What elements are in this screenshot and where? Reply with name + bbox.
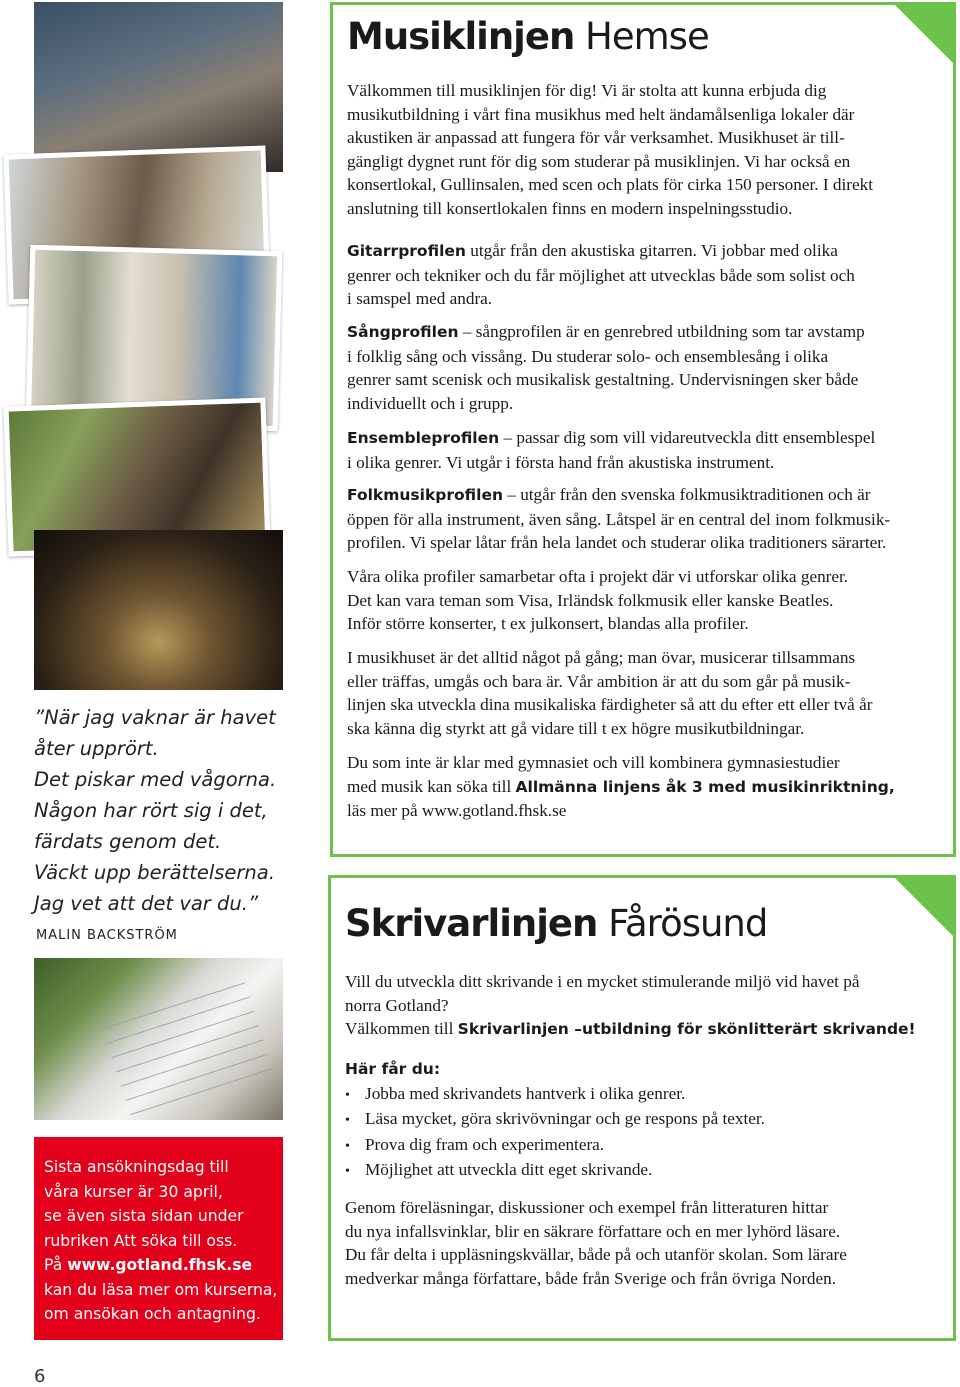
text-line: i olika genrer. Vi utgår i första hand från akustiska instrument.	[347, 452, 775, 472]
list-item-text: Möjlighet att utveckla ditt eget skrivande.	[365, 1160, 653, 1180]
poem-line: Väckt upp berättelserna.	[34, 861, 275, 884]
deadline-line: se även sista sidan under	[44, 1207, 244, 1225]
profile-name: Ensembleprofilen	[347, 429, 500, 447]
list-item	[345, 1082, 945, 1108]
gitarr-section	[347, 239, 947, 311]
concert-photo	[34, 530, 283, 690]
text-line: med musik kan söka till	[347, 776, 516, 796]
notebook-photo	[34, 958, 283, 1120]
poem-line: ”När jag vaknar är havet	[34, 706, 276, 729]
profile-name: Sångprofilen	[347, 323, 459, 341]
text-line: konsertlokal, Gullinsalen, med scen och plats för cirka 150 personer. I direkt	[347, 175, 873, 195]
bullet-icon: •	[345, 1087, 350, 1103]
skrivarlinjen-box	[328, 875, 956, 1341]
title-light: Fårösund	[597, 902, 768, 945]
title-light: Hemse	[574, 15, 709, 58]
highlight-text: Allmänna linjens åk 3 med musikinriktning,	[515, 777, 895, 796]
text-line: öppen för alla instrument, även sång. Låtspel är en central del inom folkmusik-	[347, 509, 891, 529]
text-line: individuellt och i grupp.	[347, 393, 514, 413]
text-line: Inför större konserter, t ex julkonsert, blandas alla profiler.	[347, 614, 749, 634]
bullet-icon: •	[345, 1164, 350, 1180]
har-far-du-section	[345, 1058, 945, 1184]
section-heading: Här får du:	[345, 1060, 441, 1078]
profile-name: Folkmusikprofilen	[347, 486, 503, 504]
corner-tab	[892, 2, 956, 66]
samarbete-section	[347, 565, 947, 636]
title-bold: Skrivarlinjen	[345, 902, 598, 945]
gymnasie-section	[347, 751, 947, 823]
deadline-line: Sista ansökningsdag till	[44, 1158, 229, 1176]
poem-line: Jag vet att det var du.”	[34, 892, 259, 915]
deadline-line: kan du läsa mer om kurserna,	[44, 1280, 278, 1299]
poem-line: åter upprört.	[34, 737, 159, 760]
list-item	[345, 1107, 945, 1133]
website-link[interactable]: läs mer på www.gotland.fhsk.se	[347, 801, 567, 821]
list-item-text: Jobba med skrivandets hantverk i olika genrer.	[365, 1083, 686, 1103]
text-line: norra Gotland?	[345, 995, 449, 1015]
text-line: ska känna dig styrkt att gå vidare till t ex högre musikutbildningar.	[347, 718, 805, 738]
poem-line: färdats genom det.	[34, 830, 222, 853]
skriv-outro	[345, 1196, 945, 1290]
deadline-line: rubriken Att söka till oss.	[44, 1231, 238, 1250]
text-line: – utgår från den svenska folkmusiktraditionen och är	[503, 485, 871, 504]
text-line: profilen. Vi spelar låtar från hela landet och studerar olika traditioners särarter.	[347, 533, 887, 553]
title-bold: Musiklinjen	[347, 15, 575, 58]
poem-author: MALIN BACKSTRÖM	[36, 928, 178, 943]
musiklinjen-title	[347, 15, 709, 59]
skriv-intro	[345, 970, 945, 1042]
text-line: eller träffas, umgås och bara är. Vår ambition är att du som går på musik-	[347, 671, 851, 691]
musik-intro	[347, 79, 947, 221]
text-line: i folklig sång och vissång. Du studerar solo- och ensemblesång i olika	[347, 346, 829, 366]
list-item-text: Läsa mycket, göra skrivövningar och ge respons på texter.	[365, 1109, 765, 1129]
deadline-box	[34, 1137, 283, 1340]
text-line: Genom föreläsningar, diskussioner och exempel från litteraturen hittar	[345, 1198, 829, 1217]
text-line: akustiken är anpassad att fungera för vår verksamhet. Musikhuset är till-	[347, 128, 845, 148]
poem-quote	[34, 702, 296, 919]
skrivarlinjen-title	[345, 902, 767, 946]
text-line: gängligt dygnet runt för dig som studerar på musiklinjen. Vi har också en	[347, 151, 851, 171]
page-number: 6	[34, 1366, 46, 1387]
sang-section	[347, 320, 947, 415]
text-line: du nya infallsvinklar, blir en säkrare författare och en mer lyhörd läsare.	[345, 1221, 841, 1241]
musiklinjen-box	[330, 2, 956, 857]
text-line: genrer och tekniker och du får möjlighet att utvecklas både som solist och	[347, 265, 855, 285]
text-line: linjen ska utveckla dina musikaliska färdigheter så att du efter ett eller två år	[347, 695, 873, 715]
ensemble-section	[347, 426, 947, 474]
text-line: utgår från den akustiska gitarren. Vi jobbar med olika	[465, 241, 838, 260]
poem-line: Någon har rört sig i det,	[34, 799, 268, 822]
deadline-line	[44, 1253, 275, 1278]
text-line: Våra olika profiler samarbetar ofta i projekt där vi utforskar olika genrer.	[347, 567, 849, 586]
text-line: Du får delta i uppläsningskvällar, både på och utanför skolan. Som lärare	[345, 1245, 847, 1265]
text-line: anslutning till konsertlokalen finns en modern inspelningsstudio.	[347, 198, 793, 218]
website-link[interactable]: www.gotland.fhsk.se	[67, 1256, 253, 1274]
list-item	[345, 1158, 945, 1184]
deadline-line: om ansökan och antagning.	[44, 1305, 261, 1323]
text-line: genrer samt scenisk och musikalisk gestaltning. Undervisningen sker både	[347, 370, 859, 390]
text-line: Du som inte är klar med gymnasiet och vill kombinera gymnasiestudier	[347, 753, 840, 772]
musikhuset-section	[347, 646, 947, 740]
text-line: Välkommen till musiklinjen för dig! Vi är stolta att kunna erbjuda dig	[347, 81, 827, 100]
list-item-text: Prova dig fram och experimentera.	[365, 1134, 605, 1154]
folk-section	[347, 483, 947, 555]
text-line: medverkar många författare, både från Sverige och från övriga Norden.	[345, 1268, 837, 1288]
text-line: I musikhuset är det alltid något på gång; man övar, musicerar tillsammans	[347, 648, 856, 667]
deadline-text: På	[44, 1256, 68, 1274]
text-line: Vill du utveckla ditt skrivande i en mycket stimulerande miljö vid havet på	[345, 972, 860, 991]
text-line: – passar dig som vill vidareutveckla ditt ensemblespel	[499, 428, 876, 447]
profile-name: Gitarrprofilen	[347, 242, 466, 260]
text-line: Välkommen till	[345, 1019, 458, 1039]
deadline-line: våra kurser är 30 april,	[44, 1182, 223, 1201]
text-line: i samspel med andra.	[347, 289, 493, 309]
text-line: Det kan vara teman som Visa, Irländsk folkmusik eller kanske Beatles.	[347, 590, 834, 610]
highlight-text: Skrivarlinjen –utbildning för skönlitterärt skrivande!	[457, 1020, 916, 1039]
list-item	[345, 1133, 945, 1159]
bullet-icon: •	[345, 1138, 350, 1154]
text-line: musikutbildning i vårt fina musikhus med helt ändamålsenliga lokaler där	[347, 104, 855, 124]
bullet-icon: •	[345, 1113, 350, 1129]
text-line: – sångprofilen är en genrebred utbildning som tar avstamp	[458, 322, 865, 341]
corner-tab	[892, 875, 956, 939]
poem-line: Det piskar med vågorna.	[34, 768, 277, 791]
